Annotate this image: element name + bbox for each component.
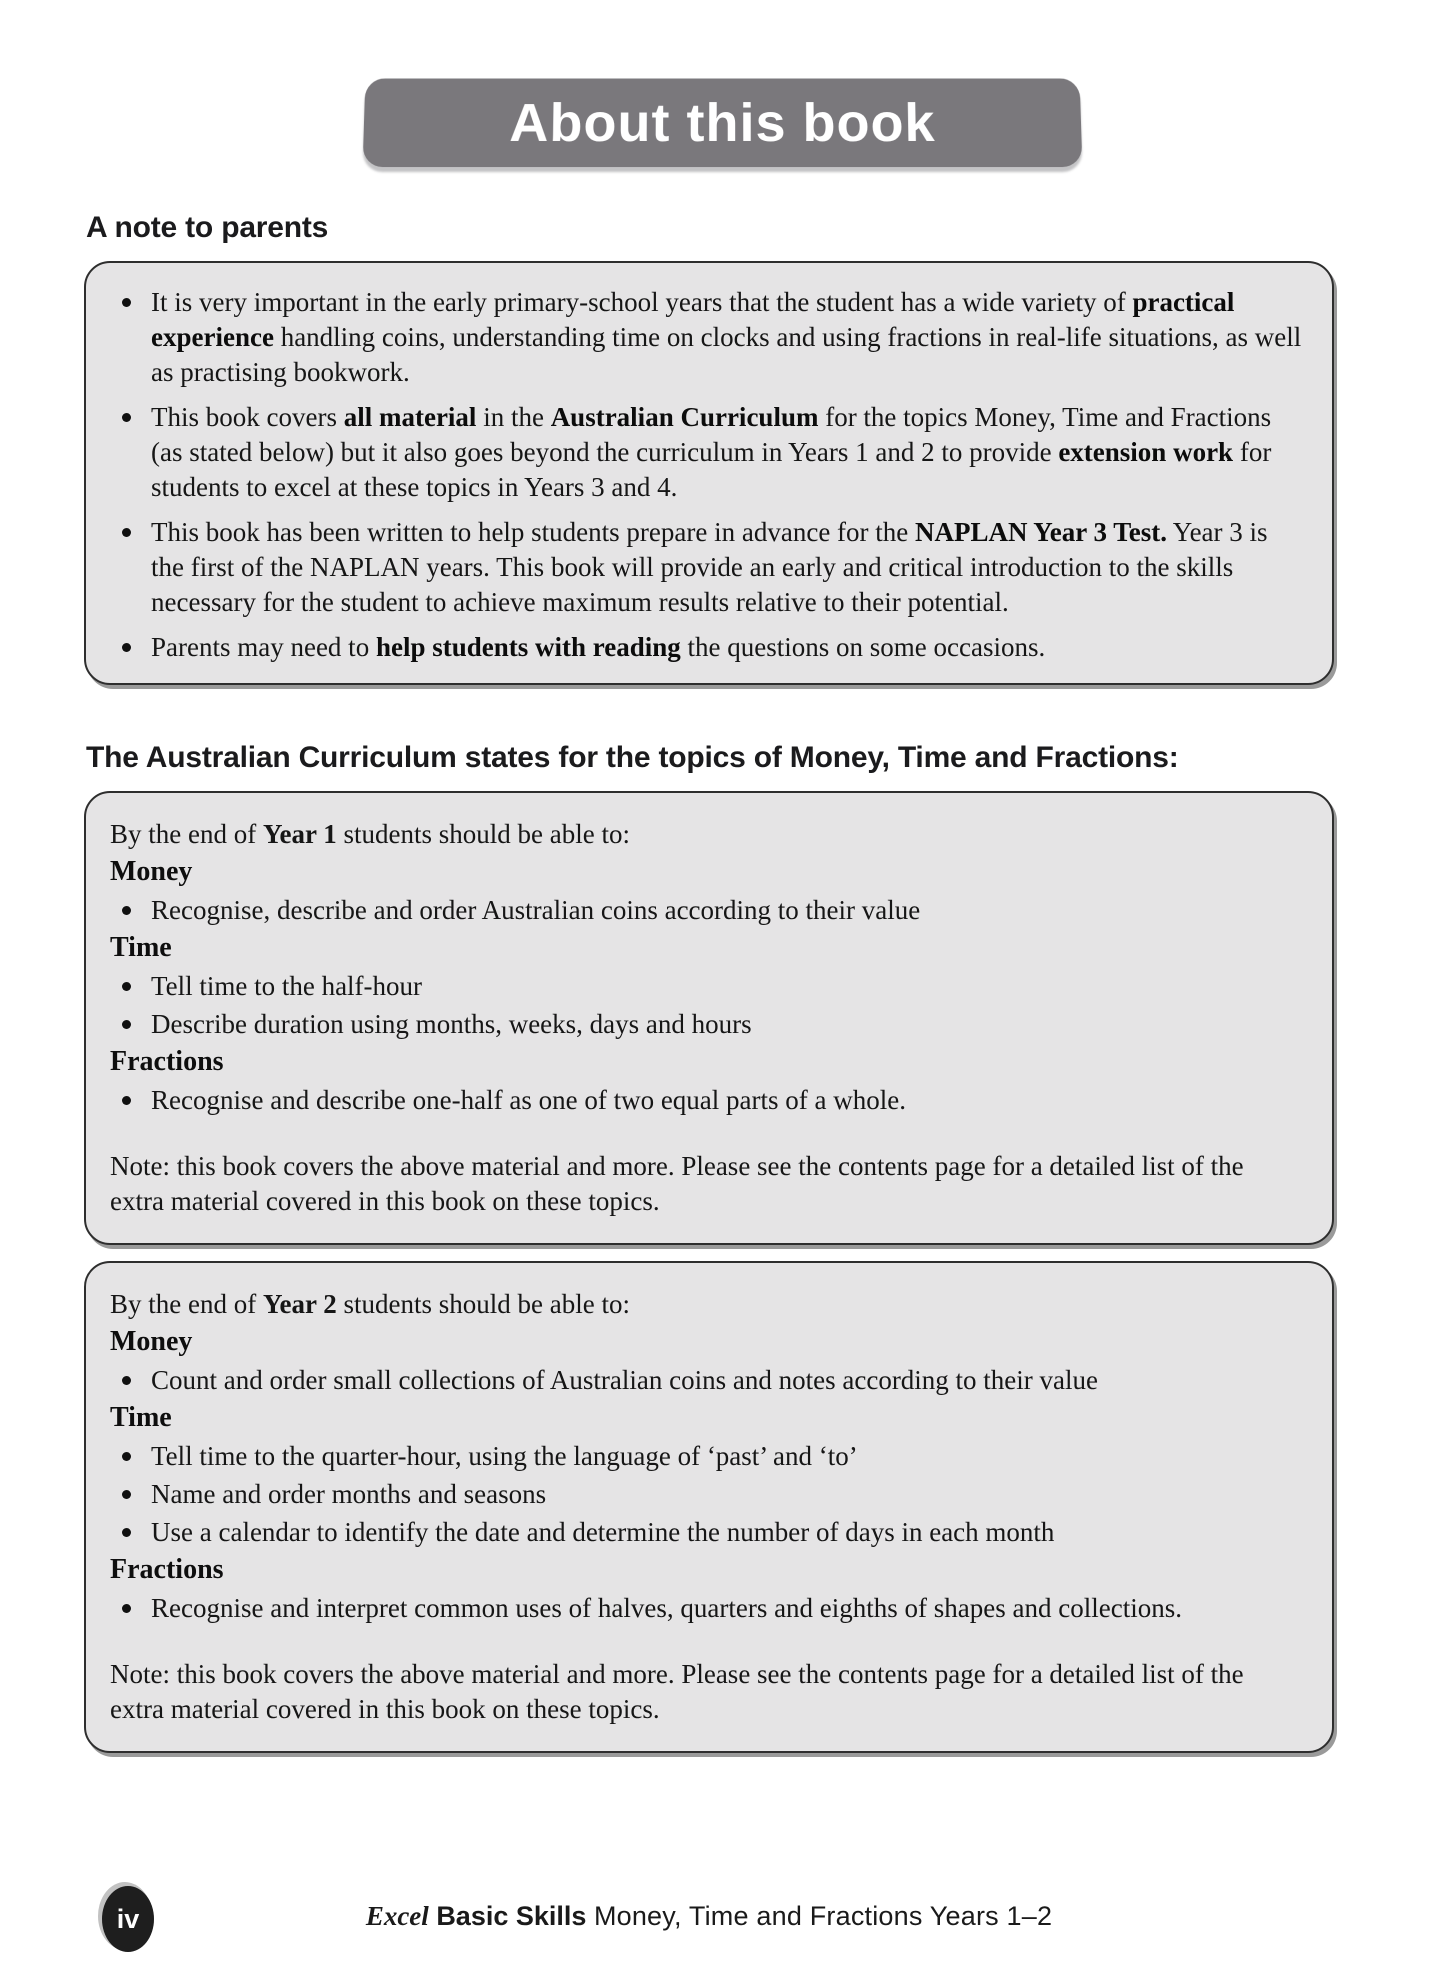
bullet-text: Describe duration using months, weeks, days and hours xyxy=(151,1009,752,1039)
bullet-item xyxy=(122,400,1304,505)
bullet-item xyxy=(122,515,1304,620)
bullet-icon xyxy=(122,1452,131,1461)
page-title: About this book xyxy=(508,92,937,153)
page-title-banner xyxy=(363,78,1083,167)
bullet-item xyxy=(122,1475,1304,1513)
topic-heading-time: Time xyxy=(110,1402,172,1433)
bullet-icon xyxy=(122,1490,131,1499)
footer-title-text: Money, Time and Fractions Years 1–2 xyxy=(593,1901,1053,1931)
bullet-item xyxy=(122,1589,1304,1627)
bullet-item xyxy=(122,967,1304,1005)
bullet-text: This book has been written to help students prepare in advance for the NAPLAN Year 3 Test. Year 3 is the first of the NAPLAN years. This book will provide an early and critical introduction to the skills necessary for the student to achieve maximum results relative to their potential. xyxy=(151,517,1268,617)
bullet-item xyxy=(122,1081,1304,1119)
page-number: iv xyxy=(116,1903,140,1934)
bullet-icon xyxy=(122,413,131,422)
topic-heading-fractions: Fractions xyxy=(110,1554,224,1585)
bullet-text: Parents may need to help students with reading the questions on some occasions. xyxy=(151,632,1046,662)
bullet-icon xyxy=(122,906,131,915)
bullet-icon xyxy=(122,1604,131,1613)
bullet-icon xyxy=(122,1376,131,1385)
curriculum-heading: The Australian Curriculum states for the topics of Money, Time and Fractions: xyxy=(86,741,1179,774)
topic-heading-fractions: Fractions xyxy=(110,1046,224,1077)
bullet-text: Use a calendar to identify the date and determine the number of days in each month xyxy=(151,1517,1055,1547)
year1-intro: By the end of Year 1 students should be able to: xyxy=(110,819,630,849)
parents-note-box xyxy=(84,261,1334,685)
topic-heading-money: Money xyxy=(110,856,193,887)
page-content xyxy=(84,211,1334,1753)
footer-series-name: Excel xyxy=(365,1901,429,1931)
bullet-item xyxy=(122,1513,1304,1551)
page-number-badge xyxy=(102,1886,154,1952)
topic-heading-time: Time xyxy=(110,932,172,963)
note-text: Note: this book covers the above material and more. Please see the contents page for a detailed list of the extra material covered in this book on these topics. xyxy=(110,1151,1244,1216)
topic-heading-money: Money xyxy=(110,1326,193,1357)
bullet-item xyxy=(122,891,1304,929)
footer-book-title xyxy=(84,1884,1334,1932)
bullet-text: Recognise and interpret common uses of halves, quarters and eighths of shapes and collections. xyxy=(151,1593,1182,1623)
bullet-icon xyxy=(122,643,131,652)
bullet-item xyxy=(122,285,1304,390)
bullet-text: Recognise and describe one-half as one of two equal parts of a whole. xyxy=(151,1085,906,1115)
bullet-icon xyxy=(122,298,131,307)
bullet-text: Tell time to the half-hour xyxy=(151,971,423,1001)
footer-series-suffix: Basic Skills xyxy=(436,1901,587,1931)
bullet-icon xyxy=(122,1528,131,1537)
bullet-item xyxy=(122,1361,1304,1399)
bullet-text: Tell time to the quarter-hour, using the language of ‘past’ and ‘to’ xyxy=(151,1441,858,1471)
bullet-item xyxy=(122,630,1304,665)
footer xyxy=(84,1884,1334,1956)
bullet-text: Count and order small collections of Australian coins and notes according to their value xyxy=(151,1365,1099,1395)
bullet-icon xyxy=(122,1096,131,1105)
bullet-text: It is very important in the early primary-school years that the student has a wide variety of practical experience handling coins, understanding time on clocks and using fractions in real-life situations, as well as practising bookwork. xyxy=(151,287,1302,387)
year1-box xyxy=(84,791,1334,1245)
bullet-text: Recognise, describe and order Australian coins according to their value xyxy=(151,895,921,925)
year2-intro: By the end of Year 2 students should be able to: xyxy=(110,1289,630,1319)
bullet-text: This book covers all material in the Australian Curriculum for the topics Money, Time and Fractions (as stated below) but it also goes beyond the curriculum in Years 1 and 2 to provide extension work for students to excel at these topics in Years 3 and 4. xyxy=(151,402,1272,502)
note-text: Note: this book covers the above material and more. Please see the contents page for a detailed list of the extra material covered in this book on these topics. xyxy=(110,1659,1244,1724)
year2-box xyxy=(84,1261,1334,1753)
bullet-text: Name and order months and seasons xyxy=(151,1479,547,1509)
bullet-icon xyxy=(122,1020,131,1029)
note-to-parents-heading: A note to parents xyxy=(86,211,329,244)
bullet-item xyxy=(122,1005,1304,1043)
bullet-item xyxy=(122,1437,1304,1475)
bullet-icon xyxy=(122,528,131,537)
bullet-icon xyxy=(122,982,131,991)
